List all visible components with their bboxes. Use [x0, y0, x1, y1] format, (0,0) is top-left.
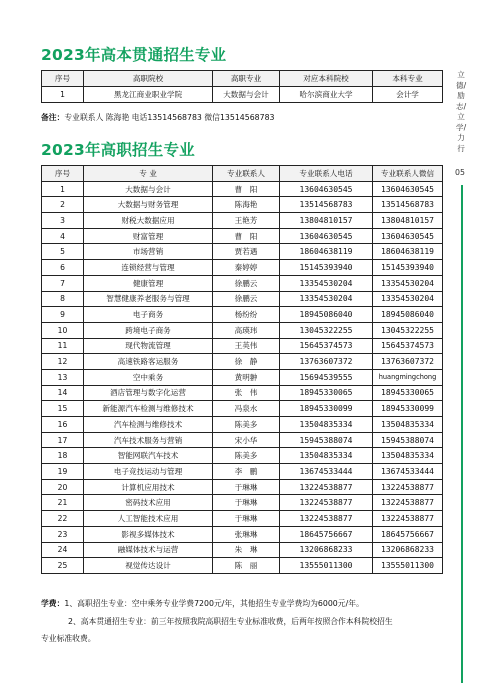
table-cell: 于琳琳 — [213, 495, 280, 511]
table-cell: 18945086040 — [373, 307, 443, 323]
fee-line-2: 2、高本贯通招生专业：前三年按照我院高职招生专业标准收费，后两年按照合作本科院校招生 — [68, 617, 393, 626]
table-cell: 13224538877 — [373, 495, 443, 511]
table-row — [42, 228, 443, 244]
table-cell: 徐 静 — [213, 354, 280, 370]
side-accent-line — [461, 185, 463, 683]
table-cell: 智慧健康养老服务与管理 — [84, 291, 213, 307]
remark-label: 备注： — [41, 113, 65, 122]
table-cell: 1 — [42, 87, 84, 103]
side-motto: 立德/励志/立学/力行 — [456, 70, 467, 153]
table-cell: 9 — [42, 307, 84, 323]
table-cell: 13804810157 — [280, 213, 373, 229]
table-cell: 汽车技术服务与营销 — [84, 432, 213, 448]
fee-line-1: 1、高职招生专业：空中乘务专业学费7200元/年，其他招生专业学费均为6000元/年。 — [64, 599, 364, 608]
header-cell: 高职院校 — [84, 71, 213, 87]
table-row — [42, 464, 443, 480]
table-cell: 贾若遇 — [213, 244, 280, 260]
table-cell: 陈美多 — [213, 417, 280, 433]
table-cell: 17 — [42, 432, 84, 448]
table-cell: 徐鹏云 — [213, 275, 280, 291]
table-cell: 13224538877 — [373, 479, 443, 495]
fee-label: 学费： — [41, 599, 65, 608]
table-cell: 于琳琳 — [213, 479, 280, 495]
table-cell: 陈 丽 — [213, 558, 280, 574]
table-row — [42, 307, 443, 323]
table-cell: 新能源汽车检测与维修技术 — [84, 401, 213, 417]
table-cell: 13504835334 — [373, 417, 443, 433]
table-cell: 健康管理 — [84, 275, 213, 291]
table-cell: 13555011300 — [373, 558, 443, 574]
table-cell: 5 — [42, 244, 84, 260]
table-cell: 空中乘务 — [84, 369, 213, 385]
table-cell: 18945330099 — [280, 401, 373, 417]
remark-text: 专业联系人 陈海艳 电话13514568783 微信13514568783 — [64, 113, 275, 122]
table-cell: 张 伟 — [213, 385, 280, 401]
table-row — [42, 558, 443, 574]
section-title-integrated: 2023年高本贯通招生专业 — [41, 46, 227, 64]
table-row — [42, 338, 443, 354]
table-cell: 13604630545 — [280, 181, 373, 197]
table-cell: 冯泉水 — [213, 401, 280, 417]
header-cell: 对应本科院校 — [280, 71, 373, 87]
table-cell: 13604630545 — [280, 228, 373, 244]
table-cell: 人工智能技术应用 — [84, 511, 213, 527]
table-cell: 15145393940 — [280, 260, 373, 276]
table-cell: 15694539555 — [280, 369, 373, 385]
table-cell: 高瑛玮 — [213, 322, 280, 338]
table-row — [42, 181, 443, 197]
table-cell: 汽车检测与维修技术 — [84, 417, 213, 433]
table-cell: 6 — [42, 260, 84, 276]
table-cell: 13 — [42, 369, 84, 385]
vocational-program-table — [41, 165, 443, 574]
table-cell: 18 — [42, 448, 84, 464]
table-header-row — [42, 166, 443, 182]
table-cell: 13504835334 — [280, 448, 373, 464]
table-cell: 融媒体技术与运营 — [84, 542, 213, 558]
table-row — [42, 401, 443, 417]
table-cell: 财富管理 — [84, 228, 213, 244]
table-cell: 13045322255 — [373, 322, 443, 338]
table-cell: 13504835334 — [280, 417, 373, 433]
table-cell: 13514568783 — [280, 197, 373, 213]
table-cell: 会计学 — [373, 87, 443, 103]
table-cell: 朱 琳 — [213, 542, 280, 558]
table-cell: 13354530204 — [280, 291, 373, 307]
fee-line-3: 专业标准收费。 — [41, 634, 96, 643]
table-cell: 12 — [42, 354, 84, 370]
table-cell: 8 — [42, 291, 84, 307]
table-row — [42, 526, 443, 542]
table-cell: 4 — [42, 228, 84, 244]
table-cell: 徐鹏云 — [213, 291, 280, 307]
table-row — [42, 291, 443, 307]
table-cell: 14 — [42, 385, 84, 401]
table-row — [42, 197, 443, 213]
header-cell: 专业联系人 — [213, 166, 280, 182]
table-cell: 曹 阳 — [213, 228, 280, 244]
table-cell: 24 — [42, 542, 84, 558]
table-cell: 13354530204 — [280, 275, 373, 291]
table-cell: 15945388074 — [373, 432, 443, 448]
table-row — [42, 213, 443, 229]
table-cell: 王艳芳 — [213, 213, 280, 229]
table-cell: 2 — [42, 197, 84, 213]
integrated-program-table — [41, 70, 443, 103]
table-cell: 王英伟 — [213, 338, 280, 354]
table-cell: 黄明翀 — [213, 369, 280, 385]
table-cell: 李 鹏 — [213, 464, 280, 480]
table-cell: 跨境电子商务 — [84, 322, 213, 338]
table-cell: 大数据与会计 — [84, 181, 213, 197]
table-cell: 酒店管理与数字化运营 — [84, 385, 213, 401]
table-cell: 市场营销 — [84, 244, 213, 260]
table-cell: 曹 阳 — [213, 181, 280, 197]
table-cell: 18604638119 — [373, 244, 443, 260]
table-cell: 1 — [42, 181, 84, 197]
table-cell: 连锁经营与管理 — [84, 260, 213, 276]
table-cell: 13804810157 — [373, 213, 443, 229]
table-cell: 计算机应用技术 — [84, 479, 213, 495]
table-cell: 18645756667 — [373, 526, 443, 542]
table-cell: 13224538877 — [373, 511, 443, 527]
table-cell: 秦婷婷 — [213, 260, 280, 276]
table-cell: 13224538877 — [280, 479, 373, 495]
table-cell: 18945330065 — [280, 385, 373, 401]
table-cell: 13045322255 — [280, 322, 373, 338]
table-cell: 18604638119 — [280, 244, 373, 260]
table-cell: 23 — [42, 526, 84, 542]
table-cell: 电子竞技运动与管理 — [84, 464, 213, 480]
table-cell: 13206868233 — [373, 542, 443, 558]
header-cell: 序号 — [42, 166, 84, 182]
table-row — [42, 322, 443, 338]
table-cell: 18945330099 — [373, 401, 443, 417]
table-cell: 21 — [42, 495, 84, 511]
table-cell: 13224538877 — [280, 495, 373, 511]
page-number: 05 — [455, 168, 465, 177]
table-cell: 18945330065 — [373, 385, 443, 401]
table-row — [42, 511, 443, 527]
table-row — [42, 369, 443, 385]
table-cell: 19 — [42, 464, 84, 480]
header-cell: 专业联系人微信 — [373, 166, 443, 182]
table-cell: 财税大数据应用 — [84, 213, 213, 229]
table-cell: 高速铁路客运服务 — [84, 354, 213, 370]
table-cell: huangmingchong — [373, 369, 443, 385]
table-cell: 13514568783 — [373, 197, 443, 213]
table-cell: 13224538877 — [280, 511, 373, 527]
table-cell: 大数据与财务管理 — [84, 197, 213, 213]
table-cell: 25 — [42, 558, 84, 574]
table-cell: 18645756667 — [280, 526, 373, 542]
table-cell: 大数据与会计 — [213, 87, 280, 103]
table-row — [42, 542, 443, 558]
table-cell: 13604630545 — [373, 181, 443, 197]
table-row — [42, 354, 443, 370]
table-cell: 15 — [42, 401, 84, 417]
fee-note-1 — [41, 598, 364, 609]
table-cell: 11 — [42, 338, 84, 354]
table-cell: 15645374573 — [373, 338, 443, 354]
table-row — [42, 244, 443, 260]
table-row — [42, 432, 443, 448]
table-cell: 13763607372 — [373, 354, 443, 370]
header-cell: 高职专业 — [213, 71, 280, 87]
table-cell: 13555011300 — [280, 558, 373, 574]
header-cell: 专业联系人电话 — [280, 166, 373, 182]
table-cell: 16 — [42, 417, 84, 433]
remark-note — [41, 112, 275, 123]
table-cell: 18945086040 — [280, 307, 373, 323]
table-header-row — [42, 71, 443, 87]
table-cell: 于琳琳 — [213, 511, 280, 527]
section-title-vocational: 2023年高职招生专业 — [41, 141, 195, 159]
table-row — [42, 479, 443, 495]
table-cell: 10 — [42, 322, 84, 338]
table-cell: 13504835334 — [373, 448, 443, 464]
table-cell: 15945388074 — [280, 432, 373, 448]
table-cell: 密码技术应用 — [84, 495, 213, 511]
table-cell: 智能网联汽车技术 — [84, 448, 213, 464]
table-cell: 15145393940 — [373, 260, 443, 276]
table-cell: 黑龙江商业职业学院 — [84, 87, 213, 103]
table-cell: 13206868233 — [280, 542, 373, 558]
table-row — [42, 87, 443, 103]
table-cell: 影视多媒体技术 — [84, 526, 213, 542]
table-row — [42, 275, 443, 291]
table-row — [42, 495, 443, 511]
table-cell: 7 — [42, 275, 84, 291]
table-cell: 13604630545 — [373, 228, 443, 244]
table-cell: 哈尔滨商业大学 — [280, 87, 373, 103]
table-cell: 22 — [42, 511, 84, 527]
table-cell: 陈海艳 — [213, 197, 280, 213]
table-cell: 13763607372 — [280, 354, 373, 370]
table-cell: 杨纷纷 — [213, 307, 280, 323]
table-row — [42, 385, 443, 401]
table-cell: 现代物流管理 — [84, 338, 213, 354]
table-row — [42, 260, 443, 276]
table-cell: 13674533444 — [373, 464, 443, 480]
table-row — [42, 417, 443, 433]
table-cell: 13354530204 — [373, 275, 443, 291]
table-cell: 3 — [42, 213, 84, 229]
header-cell: 本科专业 — [373, 71, 443, 87]
table-cell: 15645374573 — [280, 338, 373, 354]
table-cell: 电子商务 — [84, 307, 213, 323]
table-cell: 宋小华 — [213, 432, 280, 448]
table-row — [42, 448, 443, 464]
table-cell: 13354530204 — [373, 291, 443, 307]
table-cell: 张琳琳 — [213, 526, 280, 542]
table-cell: 13674533444 — [280, 464, 373, 480]
header-cell: 专 业 — [84, 166, 213, 182]
table-cell: 20 — [42, 479, 84, 495]
table-cell: 陈美多 — [213, 448, 280, 464]
table-cell: 视觉传达设计 — [84, 558, 213, 574]
header-cell: 序号 — [42, 71, 84, 87]
